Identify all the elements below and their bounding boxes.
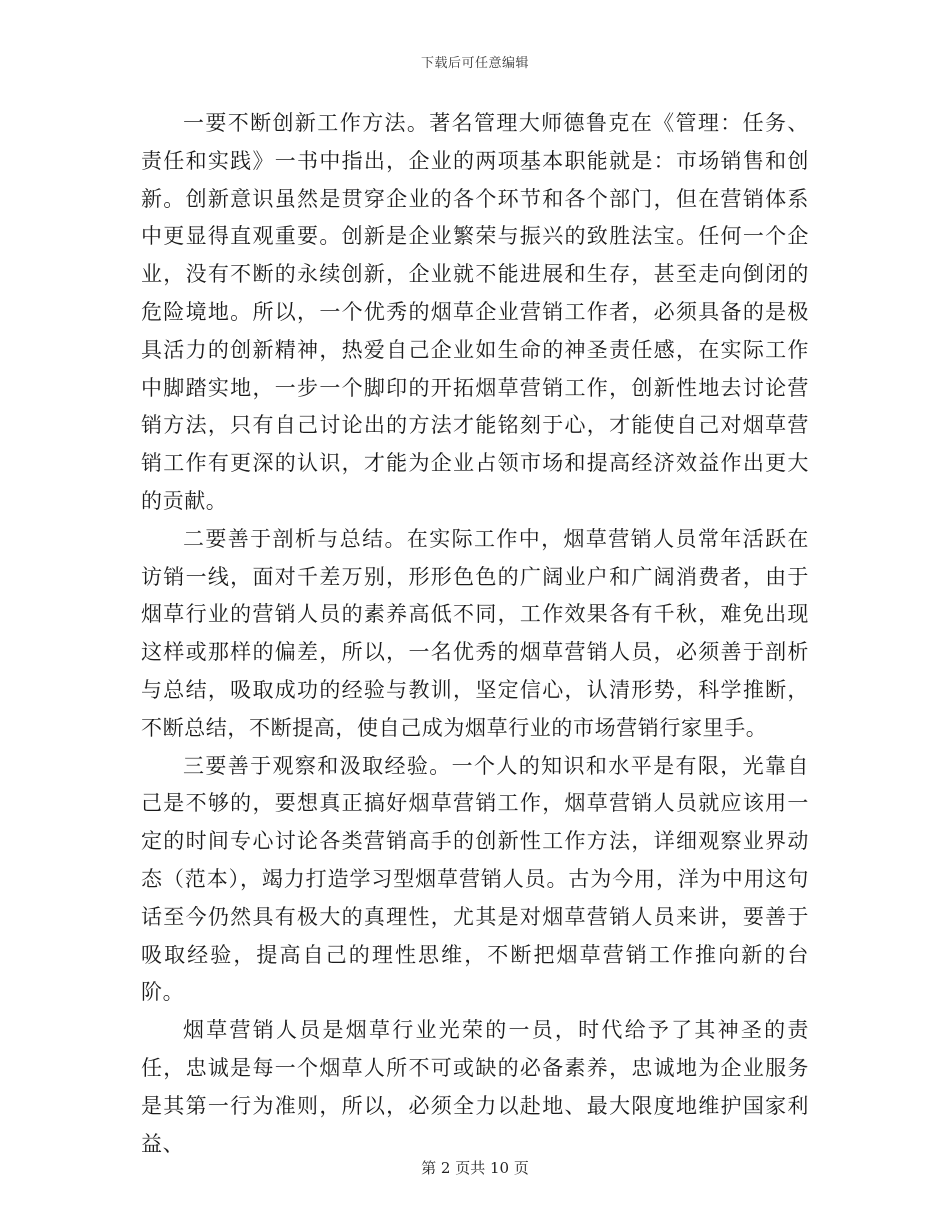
paragraph-analysis-summary: 二要善于剖析与总结。在实际工作中，烟草营销人员常年活跃在访销一线，面对千差万别，形形色色的广阔业户和广阔消费者，由于烟草行业的营销人员的素养高低不同，工作效果各有千秋，难免出现这样或那样的偏差，所以，一名优秀的烟草营销人员，必须善于剖析与总结，吸取成功的经验与教训，坚定信心，认清形势，科学推断，不断总结，不断提高，使自己成为烟草行业的市场营销行家里手。	[141, 526, 809, 740]
paragraph-observe-learn: 三要善于观察和汲取经验。一个人的知识和水平是有限，光靠自己是不够的，要想真正搞好烟草营销工作，烟草营销人员就应该用一定的时间专心讨论各类营销高手的创新性工作方法，详细观察业界动态（范本），竭力打造学习型烟草营销人员。古为今用，洋为中用这句话至今仍然具有极大的真理性，尤其是对烟草营销人员来讲，要善于吸取经验，提高自己的理性思维，不断把烟草营销工作推向新的台阶。	[141, 753, 809, 1005]
paragraph-loyalty: 烟草营销人员是烟草行业光荣的一员，时代给予了其神圣的责任，忠诚是每一个烟草人所不可或缺的必备素养，忠诚地为企业服务是其第一行为准则，所以，必须全力以赴地、最大限度地维护国家利益、	[141, 1018, 809, 1156]
document-body	[141, 105, 809, 1163]
page-number: 第 2 页共 10 页	[421, 1159, 529, 1177]
page-header: 下载后可任意编辑	[420, 56, 529, 71]
paragraph-innovation: 一要不断创新工作方法。著名管理大师德鲁克在《管理：任务、责任和实践》一书中指出，企业的两项基本职能就是：市场销售和创新。创新意识虽然是贯穿企业的各个环节和各个部门，但在营销体系中更显得直观重要。创新是企业繁荣与振兴的致胜法宝。任何一个企业，没有不断的永续创新，企业就不能进展和生存，甚至走向倒闭的危险境地。所以，一个优秀的烟草企业营销工作者，必须具备的是极具活力的创新精神，热爱自己企业如生命的神圣责任感，在实际工作中脚踏实地，一步一个脚印的开拓烟草营销工作，创新性地去讨论营销方法，只有自己讨论出的方法才能铭刻于心，才能使自己对烟草营销工作有更深的认识，才能为企业占领市场和提高经济效益作出更大的贡献。	[141, 111, 809, 513]
